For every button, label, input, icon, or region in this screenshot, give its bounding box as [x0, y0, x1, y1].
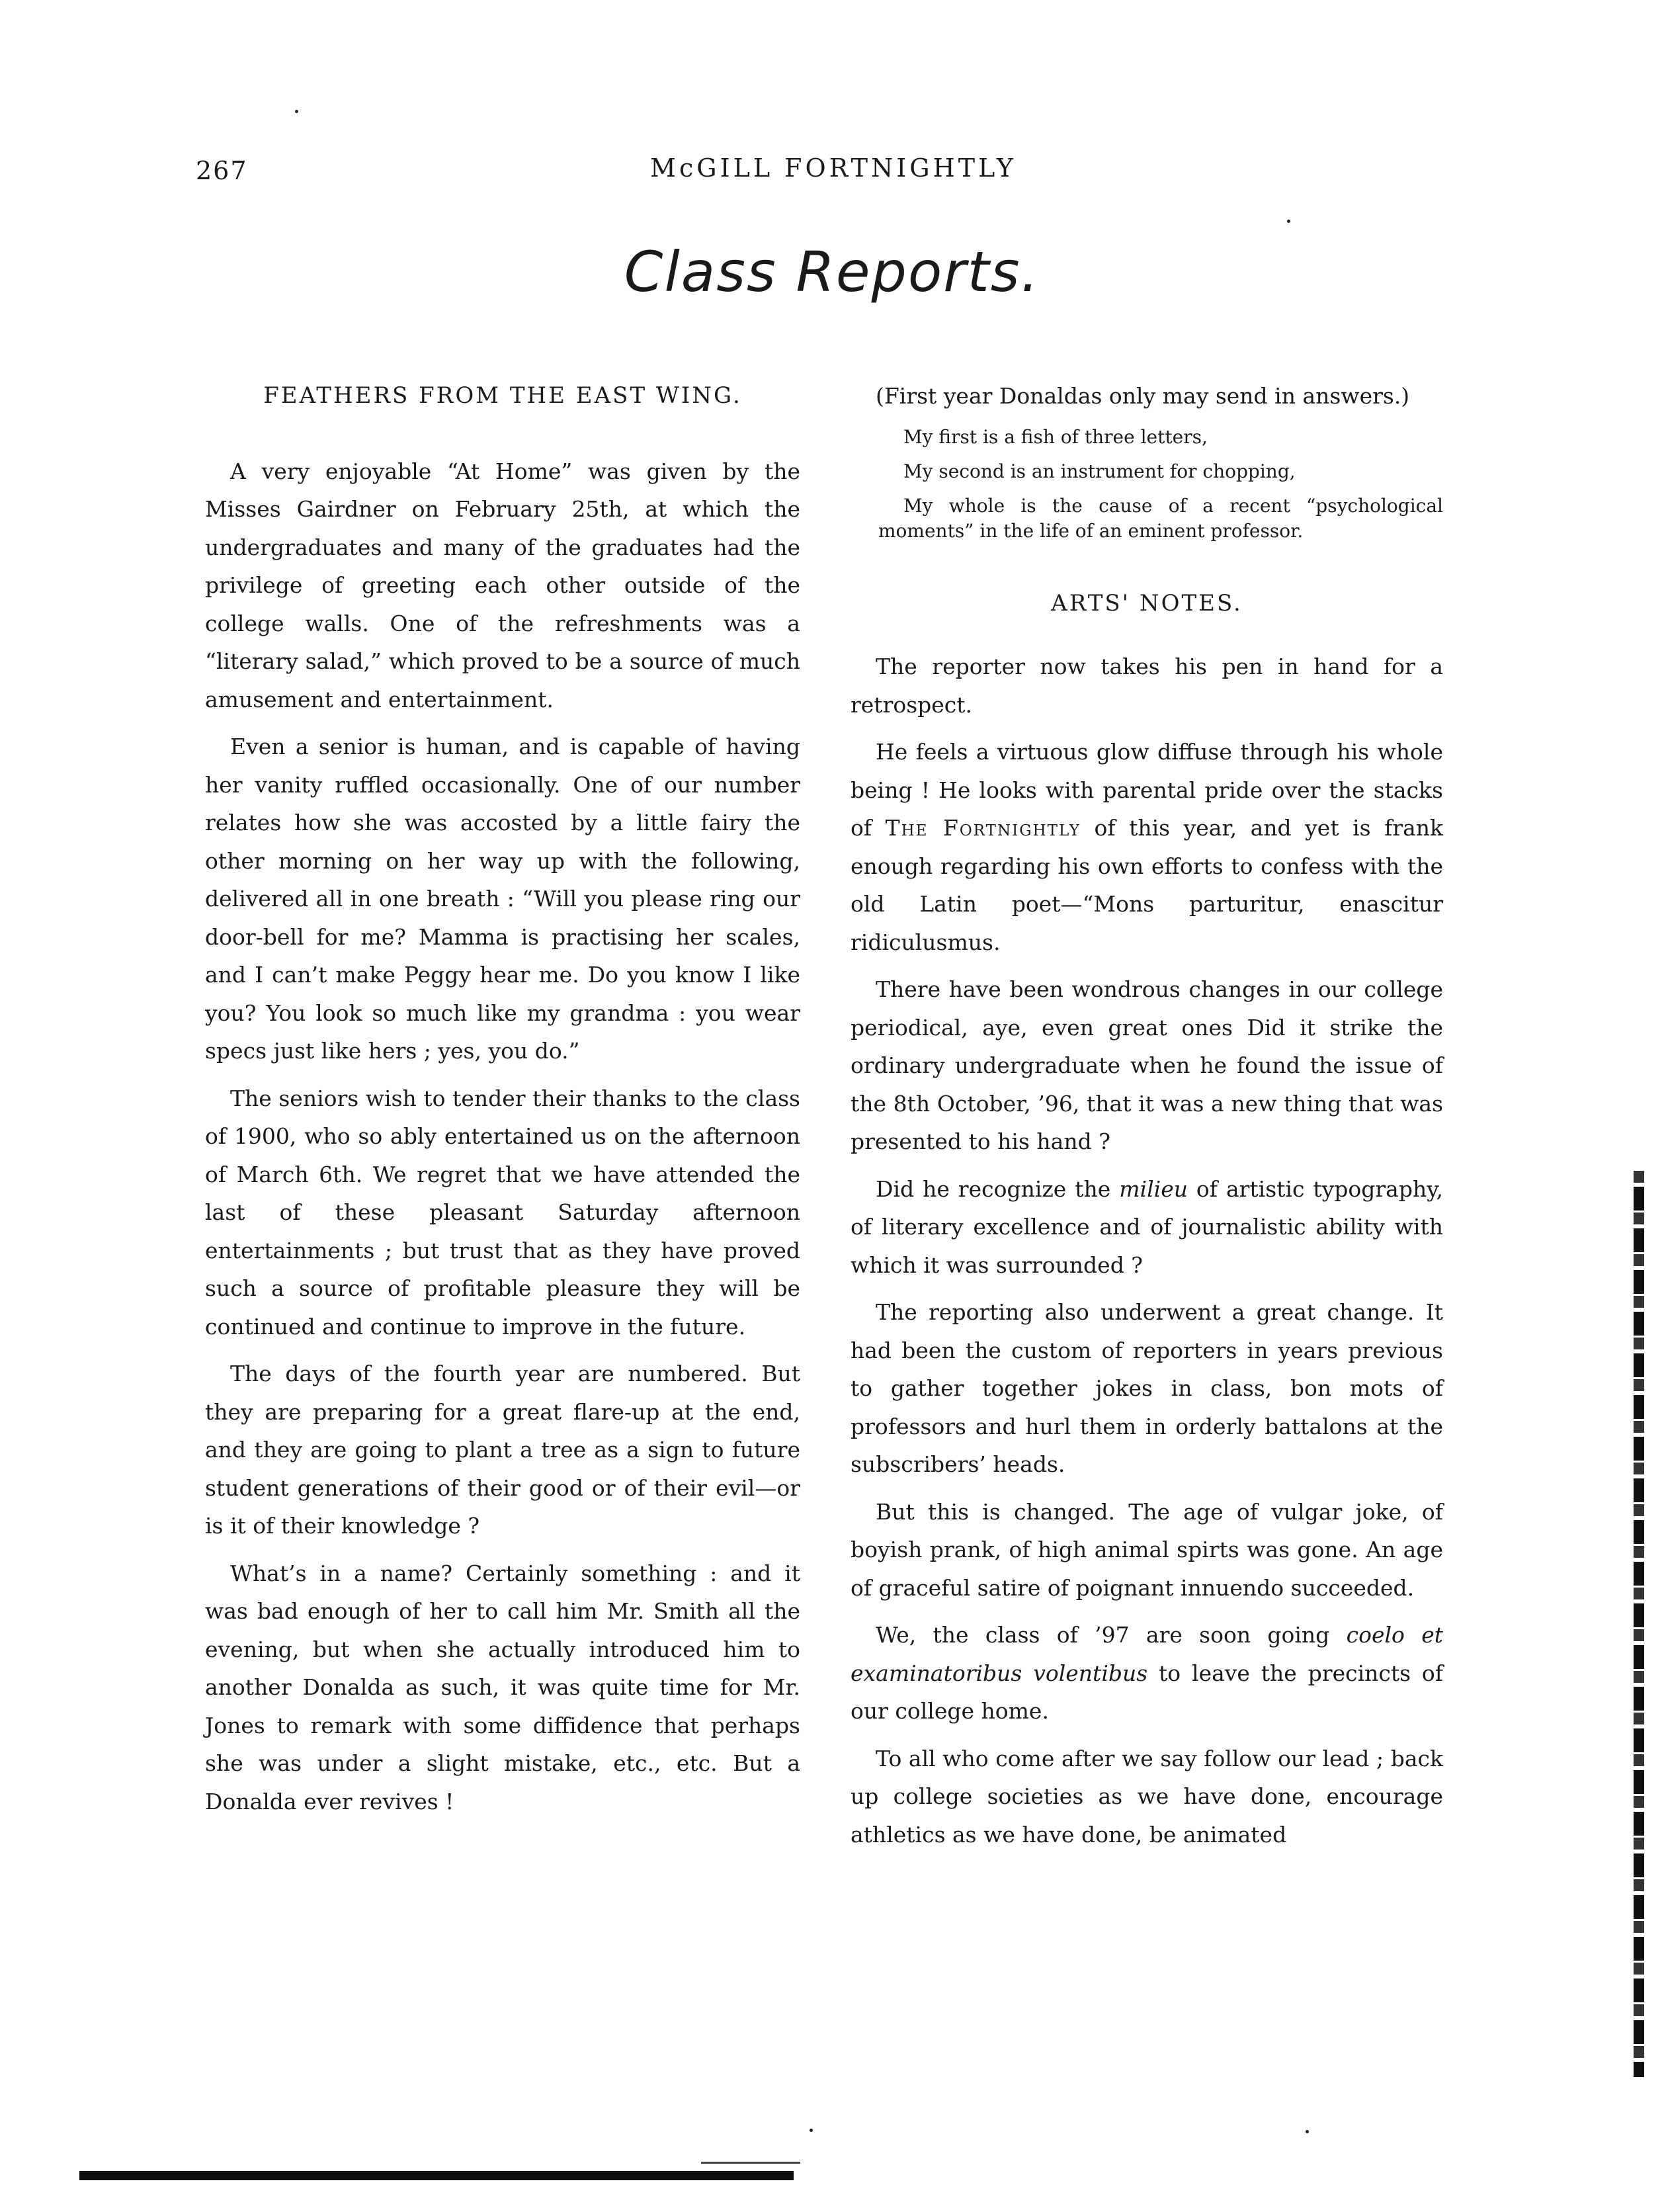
running-head: McGILL FORTNIGHTLY	[650, 153, 1017, 183]
paragraph: The reporter now takes his pen in hand for a retrospect.	[851, 654, 1443, 718]
paragraph: But this is changed. The age of vulgar joke, of boyish prank, of high animal spirts was gone. An age of graceful satire of poignant innuendo succeeded.	[851, 1498, 1443, 1601]
paragraph: To all who come after we say follow our lead ; back up college societies as we have done, encourage athletics as we have done, be animated	[851, 1745, 1443, 1848]
scan-rule-thin	[701, 2162, 800, 2164]
text-run: We, the class of ’97 are soon going	[876, 1622, 1347, 1648]
paragraph: The days of the fourth year are numbered. But they are preparing for a great flare-up at the end, and they are going to plant a tree as a sign to future student generations of their good or of their evil—or is it of their knowledge ?	[205, 1361, 800, 1539]
puzzle-clue: My whole is the cause of a recent “psychological moments” in the life of an eminent professor.	[878, 494, 1443, 542]
print-speck	[295, 110, 298, 113]
page-title: Class Reports.	[624, 239, 1040, 304]
paragraph: The reporting also underwent a great change. It had been the custom of reporters in years previous to gather together jokes in class, bon mots of professors and hurl them in orderly battalons at the subscribers’ heads.	[851, 1299, 1443, 1477]
print-speck	[1306, 2130, 1309, 2133]
puzzle-intro: (First year Donaldas only may send in answers.)	[876, 383, 1410, 409]
print-speck	[1287, 220, 1290, 223]
paragraph	[851, 1616, 1443, 1730]
text-run: to leave the precincts of our college home.	[851, 1660, 1444, 1724]
paragraph: A very enjoyable “At Home” was given by the Misses Gairdner on February 25th, at which the undergraduates and many of the graduates had the privilege of greeting each other outside of the college walls. One of the refreshments was a “literary salad,” which proved to be a source of much amusement and entertainment.	[205, 458, 800, 712]
journal-name: The Fortnightly	[885, 815, 1081, 841]
section-heading-feathers: FEATHERS FROM THE EAST WING.	[263, 382, 742, 409]
print-speck	[810, 2129, 813, 2132]
puzzle-clue: My second is an instrument for chopping,	[903, 460, 1296, 482]
text-run: of artistic typography, of literary excellence and of journalistic ability with which it was surrounded ?	[851, 1175, 1443, 1278]
paragraph: There have been wondrous changes in our college periodical, aye, even great ones Did it strike the ordinary undergraduate when he found the issue of the 8th October, ’96, that it was a new thing that was presented to his hand ?	[851, 976, 1443, 1154]
page-number: 267	[196, 156, 248, 185]
italic-phrase: milieu	[1119, 1175, 1188, 1202]
italic-phrase: coelo et examinatoribus volentibus	[851, 1622, 1443, 1686]
left-column	[205, 377, 800, 1830]
section-heading-arts-notes: ARTS' NOTES.	[1051, 589, 1243, 617]
text-run: Did he recognize the	[876, 1175, 1120, 1202]
puzzle-clue: My first is a fish of three letters,	[903, 425, 1208, 448]
puzzle-clues	[851, 425, 1443, 544]
right-column	[851, 377, 1443, 1863]
text-run: of this year, and yet is frank enough regarding his own efforts to confess with the old Latin poet—“Mons parturitur, enascitur ridiculusmus.	[851, 815, 1444, 955]
paragraph: Even a senior is human, and is capable of having her vanity ruffled occasionally. One of our number relates how she was accosted by a little fairy the other morning on her way up with the following, delivered all in one breath : “Will you please ring our door-bell for me? Mamma is practising her scales, and I can’t make Peggy hear me. Do you know I like you? You look so much like my grandma : you wear specs just like hers ; yes, you do.”	[205, 734, 800, 1064]
text-run: He feels a virtuous glow diffuse through his whole being ! He looks with parental pride over the stacks of	[851, 739, 1443, 841]
paragraph: The seniors wish to tender their thanks to the class of 1900, who so ably entertained us on the afternoon of March 6th. We regret that we have attended the last of these pleasant Saturday afternoon entertainments ; but trust that as they have proved such a source of profitable pleasure they will be continued and continue to improve in the future.	[205, 1085, 800, 1340]
paragraph: What’s in a name? Certainly something : and it was bad enough of her to call him Mr. Smith all the evening, but when she actually introduced him to another Donalda as such, it was quite time for Mr. Jones to remark with some diffidence that perhaps she was under a slight mistake, etc., etc. But a Donalda ever revives !	[205, 1560, 800, 1814]
scan-margin-edge	[1634, 1171, 1644, 2077]
paragraph	[851, 1170, 1443, 1285]
scan-bottom-rule	[79, 2171, 794, 2180]
paragraph	[851, 733, 1443, 961]
